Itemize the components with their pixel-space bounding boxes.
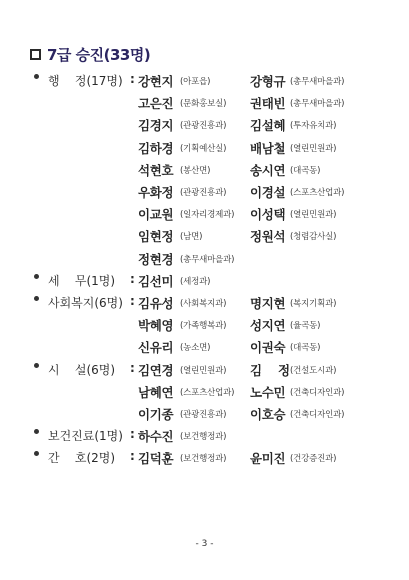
category-label: 시 설(6명) xyxy=(48,362,116,377)
list-item xyxy=(0,161,409,179)
bullet-icon xyxy=(34,363,39,368)
list-item xyxy=(0,405,409,423)
department-label: (건설도시과) xyxy=(290,365,337,376)
bullet-icon xyxy=(34,296,39,301)
bullet-icon xyxy=(34,429,39,434)
department-label: (사회복지과) xyxy=(180,299,227,309)
list-item xyxy=(0,316,409,334)
department-label: (문화홍보실) xyxy=(180,99,227,110)
category-label: 행 정(17명) xyxy=(48,74,123,88)
category-label: 사회복지(6명) xyxy=(48,296,123,310)
checkbox-icon xyxy=(30,49,41,60)
department-label: (세정과) xyxy=(180,276,211,287)
list-item xyxy=(0,361,409,379)
department-label: (관광진흥과) xyxy=(180,121,227,132)
department-label: (열린민원과) xyxy=(290,143,337,154)
department-label: (건축디자인과) xyxy=(290,410,345,420)
colon-separator: : xyxy=(130,449,135,464)
department-label: (남면) xyxy=(180,232,203,243)
colon-separator: : xyxy=(130,294,135,308)
list-item xyxy=(0,338,409,356)
department-label: (대곡동) xyxy=(290,343,321,354)
person-name: 이성택 xyxy=(250,207,286,223)
person-name: 우화정 xyxy=(138,185,174,200)
department-label: (건축디자인과) xyxy=(290,387,345,398)
list-item xyxy=(0,427,409,445)
colon-separator: : xyxy=(130,427,135,442)
colon-separator: : xyxy=(130,271,135,286)
category-label: 간 호(2명) xyxy=(48,451,116,466)
person-name: 명지현 xyxy=(250,296,286,311)
department-label: (농소면) xyxy=(180,343,211,354)
department-label: (관광진흥과) xyxy=(180,410,227,420)
list-item xyxy=(0,250,409,268)
person-name: 권태빈 xyxy=(250,96,286,112)
list-item xyxy=(0,139,409,157)
person-name: 배남철 xyxy=(250,140,286,156)
list-item xyxy=(0,205,409,223)
person-name: 이교원 xyxy=(138,207,174,223)
list-item xyxy=(0,72,409,90)
department-label: (관광진흥과) xyxy=(180,188,227,198)
list-item xyxy=(0,449,409,467)
person-name: 이호승 xyxy=(250,407,286,422)
list-item xyxy=(0,94,409,112)
department-label: (총무새마을과) xyxy=(180,254,235,265)
person-name: 노수민 xyxy=(250,384,286,400)
department-label: (청렴감사실) xyxy=(290,232,337,243)
person-name: 김유성 xyxy=(138,296,174,311)
person-name: 하수진 xyxy=(138,429,174,445)
person-name: 강현지 xyxy=(138,74,174,89)
list-item xyxy=(0,116,409,134)
person-name: 송시연 xyxy=(250,162,286,178)
person-name: 김연경 xyxy=(138,362,174,378)
person-name: 김경지 xyxy=(138,118,174,134)
person-name: 신유리 xyxy=(138,340,174,356)
department-label: (건강증진과) xyxy=(290,454,337,465)
department-label: (보건행정과) xyxy=(180,432,227,443)
person-name: 박혜영 xyxy=(138,318,174,334)
person-name: 고은진 xyxy=(138,96,174,112)
section-heading xyxy=(30,44,150,64)
department-label: (투자유치과) xyxy=(290,121,337,132)
department-label: (스포츠산업과) xyxy=(180,387,235,398)
person-name: 강형규 xyxy=(250,74,286,89)
department-label: (율곡동) xyxy=(290,321,321,332)
heading-title: 7급 승진(33명) xyxy=(47,45,151,64)
person-name: 남혜연 xyxy=(138,384,174,400)
list-item xyxy=(0,227,409,245)
person-name: 김덕훈 xyxy=(138,451,174,467)
department-label: (대곡동) xyxy=(290,165,321,176)
department-label: (아포읍) xyxy=(180,77,211,87)
person-name: 이권숙 xyxy=(250,340,286,356)
person-name: 김 정 xyxy=(250,362,290,378)
department-label: (일자리경제과) xyxy=(180,210,235,221)
department-label: (가족행복과) xyxy=(180,321,227,332)
person-name: 성지연 xyxy=(250,318,286,334)
person-name: 임현정 xyxy=(138,229,174,245)
department-label: (보건행정과) xyxy=(180,454,227,465)
person-name: 정현경 xyxy=(138,251,174,267)
person-name: 김선미 xyxy=(138,273,174,289)
person-name: 김하경 xyxy=(138,140,174,156)
department-label: (스포츠산업과) xyxy=(290,188,345,198)
category-label: 보건진료(1명) xyxy=(48,429,123,444)
person-name: 이경설 xyxy=(250,185,286,200)
list-item xyxy=(0,383,409,401)
person-name: 김설혜 xyxy=(250,118,286,134)
department-label: (열린민원과) xyxy=(180,365,227,376)
department-label: (총무새마을과) xyxy=(290,77,345,87)
list-item xyxy=(0,183,409,201)
list-item xyxy=(0,294,409,312)
person-name: 윤미진 xyxy=(250,451,286,467)
department-label: (봉산면) xyxy=(180,165,211,176)
person-name: 석현호 xyxy=(138,162,174,178)
list-item xyxy=(0,272,409,290)
department-label: (열린민원과) xyxy=(290,210,337,221)
person-name: 이기종 xyxy=(138,407,174,422)
department-label: (총무새마을과) xyxy=(290,99,345,110)
colon-separator: : xyxy=(130,72,135,86)
category-label: 세 무(1명) xyxy=(48,273,116,288)
bullet-icon xyxy=(34,74,39,79)
bullet-icon xyxy=(34,451,39,456)
bullet-icon xyxy=(34,274,39,279)
person-name: 정원석 xyxy=(250,229,286,245)
department-label: (복지기획과) xyxy=(290,299,337,309)
page-number: - 3 - xyxy=(195,539,214,549)
department-label: (기획예산실) xyxy=(180,143,227,154)
colon-separator: : xyxy=(130,360,135,375)
